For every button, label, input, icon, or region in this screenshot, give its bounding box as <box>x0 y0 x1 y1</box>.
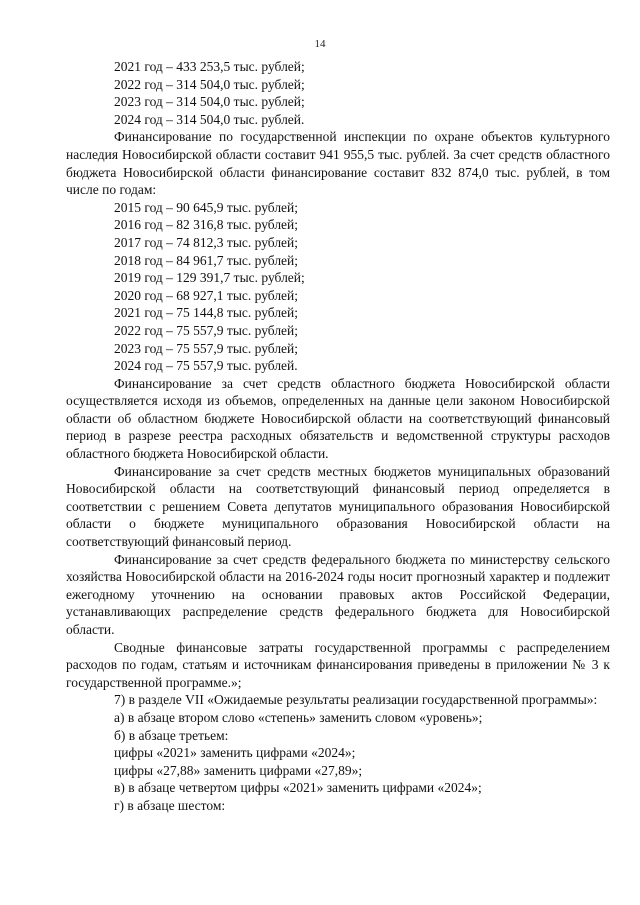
amendments-list <box>66 709 610 815</box>
page-number: 14 <box>314 38 326 50</box>
amendment-item: г) в абзаце шестом: <box>114 797 226 813</box>
year-line: 2019 год – 129 391,7 тыс. рублей; <box>114 270 305 286</box>
year-line: 2022 год – 75 557,9 тыс. рублей; <box>114 322 299 338</box>
year-line: 2018 год – 84 961,7 тыс. рублей; <box>114 252 299 268</box>
paragraph-regional-budget: Финансирование за счет средств областного бюджета Новосибирской области осуществляется исходя из объемов, определенных на данные цели законом Новосибирской области об областном бюджете Новосибирской области на соответствующий финансовый период в разрезе реестра расходных обязательств и ведомственной структуры расходов областного бюджета Новосибирской области. <box>66 375 610 462</box>
paragraph-local-budgets: Финансирование за счет средств местных бюджетов муниципальных образований Новосибирской области на соответствующий финансовый период определяется в соответствии с решением Совета депутатов муниципального образования Новосибирской области о бюджете муниципального образования Новосибирской области на соответствующий финансовый период. <box>66 463 610 550</box>
amendment-item: а) в абзаце втором слово «степень» заменить словом «уровень»; <box>114 709 483 725</box>
paragraph-summary-costs: Сводные финансовые затраты государственной программы с распределением расходов по годам, статьям и источникам финансирования приведены в приложении № 3 к государственной программе.»; <box>66 639 610 690</box>
year-line: 2023 год – 75 557,9 тыс. рублей; <box>114 340 299 356</box>
year-line: 2022 год – 314 504,0 тыс. рублей; <box>114 76 305 92</box>
amendment-item: б) в абзаце третьем: <box>114 727 229 743</box>
amendment-item: в) в абзаце четвертом цифры «2021» заменить цифрами «2024»; <box>114 780 482 796</box>
amendment-item: цифры «2021» заменить цифрами «2024»; <box>114 745 356 761</box>
year-line: 2021 год – 433 253,5 тыс. рублей; <box>114 59 305 74</box>
document-body <box>66 58 610 815</box>
year-line: 2017 год – 74 812,3 тыс. рублей; <box>114 234 299 250</box>
years-list-1 <box>66 58 610 128</box>
paragraph-federal-budget: Финансирование за счет средств федерального бюджета по министерству сельского хозяйства Новосибирской области на 2016-2024 годы носит прогнозный характер и подлежит ежегодному уточнению на основании правовых актов Российской Федерации, устанавливающих распределение средств федерального бюджета для Новосибирской области. <box>66 551 610 637</box>
paragraph-section-vii: 7) в разделе VII «Ожидаемые результаты реализации государственной программы»: <box>114 692 598 708</box>
years-list-2 <box>66 199 610 375</box>
year-line: 2024 год – 75 557,9 тыс. рублей. <box>114 358 298 374</box>
year-line: 2020 год – 68 927,1 тыс. рублей; <box>114 287 299 303</box>
year-line: 2021 год – 75 144,8 тыс. рублей; <box>114 305 299 321</box>
year-line: 2016 год – 82 316,8 тыс. рублей; <box>114 217 299 233</box>
year-line: 2024 год – 314 504,0 тыс. рублей. <box>114 111 305 127</box>
year-line: 2015 год – 90 645,9 тыс. рублей; <box>114 199 299 215</box>
paragraph-inspection-funding: Финансирование по государственной инспекции по охране объектов культурного наследия Новосибирской области составит 941 955,5 тыс. рублей. За счет средств областного бюджета Новосибирской области финансирование составит 832 874,0 тыс. рублей, в том числе по годам: <box>66 129 610 198</box>
year-line: 2023 год – 314 504,0 тыс. рублей; <box>114 94 305 110</box>
amendment-item: цифры «27,88» заменить цифрами «27,89»; <box>114 762 363 778</box>
